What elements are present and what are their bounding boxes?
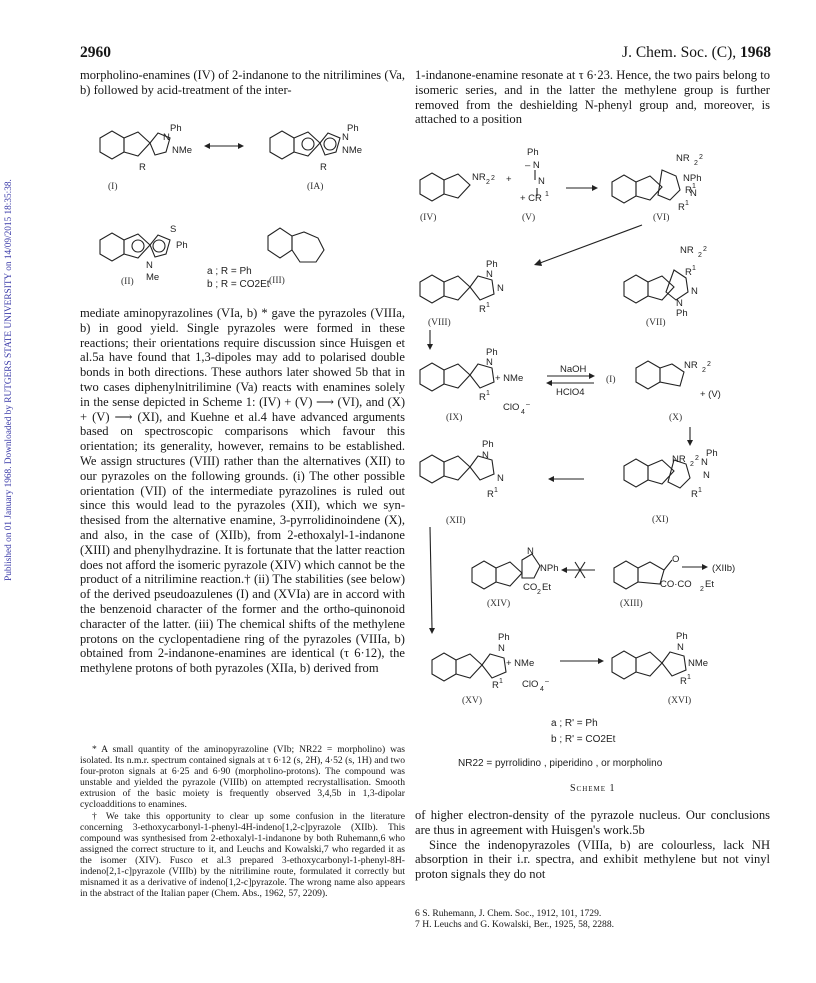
structure-III: [268, 228, 324, 262]
svg-text:1: 1: [494, 487, 498, 494]
arrow-XIII-to-XIIb: [682, 564, 708, 570]
label-I: (I): [108, 182, 118, 192]
figure-key-b: b ; R = CO2Et: [207, 279, 270, 290]
svg-text:N: N: [701, 457, 708, 468]
label-X: (X): [669, 413, 683, 423]
svg-text:+ (V): + (V): [700, 389, 721, 400]
structure-IV: [420, 172, 495, 201]
svg-text:ClO: ClO: [522, 679, 539, 690]
svg-text:R: R: [492, 680, 499, 691]
footnotes-right: [415, 908, 770, 930]
svg-text:Ph: Ph: [486, 347, 498, 358]
svg-text:+ NMe: + NMe: [506, 658, 535, 669]
svg-text:NPh: NPh: [683, 173, 702, 184]
label-XIV: (XIV): [487, 599, 511, 609]
label-XV: (XV): [462, 696, 483, 706]
label-VIII: (VIII): [428, 318, 451, 328]
svg-text:CO·CO: CO·CO: [660, 579, 692, 590]
svg-text:1: 1: [545, 191, 549, 198]
footnotes-left: [80, 744, 405, 899]
svg-text:1: 1: [692, 183, 696, 190]
svg-text:1: 1: [692, 265, 696, 272]
svg-text:4: 4: [540, 686, 544, 693]
svg-text:2: 2: [702, 367, 706, 374]
structure-XVI: [612, 631, 708, 687]
structure-IA: [270, 123, 362, 173]
svg-text:1: 1: [698, 487, 702, 494]
svg-text:Me: Me: [146, 272, 160, 283]
svg-text:1: 1: [486, 302, 490, 309]
svg-text:2: 2: [486, 179, 490, 186]
svg-text:N: N: [527, 546, 534, 557]
arrow-XI-to-XII: [548, 476, 584, 482]
label-XVI: (XVI): [668, 696, 692, 706]
svg-text:– N: – N: [525, 160, 540, 171]
structure-II: [100, 224, 188, 283]
svg-text:NR: NR: [680, 245, 694, 256]
scheme-nr2-note: NR22 = pyrrolidino , piperidino , or morpholino: [458, 758, 663, 769]
right-column-top: [415, 68, 770, 127]
svg-text:Ph: Ph: [176, 240, 188, 251]
svg-text:N: N: [498, 643, 505, 654]
svg-text:2: 2: [707, 361, 711, 368]
label-VI: (VI): [653, 213, 670, 223]
svg-text:NR: NR: [676, 153, 690, 164]
right-column-bottom: [415, 808, 770, 882]
scheme-caption: Scheme 1: [570, 783, 616, 794]
svg-text:NMe: NMe: [688, 658, 709, 669]
svg-text:N: N: [497, 473, 504, 484]
svg-text:+ CR: + CR: [520, 193, 542, 204]
svg-text:2: 2: [698, 252, 702, 259]
svg-text:NR: NR: [672, 454, 686, 465]
svg-text:2: 2: [537, 589, 541, 596]
label-XIII: (XIII): [620, 599, 643, 609]
paragraph-conclusions: of higher electron-density of the pyrazole nucleus. Our conclusions are thus in agreement with Huisgen's work.5b: [415, 808, 770, 837]
svg-text:N: N: [538, 176, 545, 187]
structure-XIII: [614, 554, 714, 593]
figure-key-a: a ; R = Ph: [207, 266, 252, 277]
label-IA: (IA): [307, 182, 324, 192]
svg-text:–: –: [526, 401, 530, 408]
left-column-main: [80, 306, 405, 676]
svg-text:Et: Et: [542, 582, 551, 593]
structure-VI: [612, 153, 703, 213]
paragraph-methylene: 1-indanone-enamine resonate at τ 6·23. Hence, the two pairs belong to isomeric series, and in the latter the methylene group is further removed from the deshielding N-phenyl group and, moreover, is attached to a position: [415, 68, 770, 127]
svg-text:NMe: NMe: [172, 145, 193, 156]
svg-text:N: N: [486, 269, 493, 280]
svg-text:Ph: Ph: [676, 631, 688, 642]
structure-VIII: [420, 259, 504, 315]
structure-IX: [420, 347, 530, 416]
svg-text:N: N: [690, 188, 697, 199]
svg-text:2: 2: [699, 154, 703, 161]
svg-text:N: N: [146, 260, 153, 271]
svg-text:Ph: Ph: [347, 123, 359, 134]
svg-text:N: N: [482, 450, 489, 461]
label-III: (III): [269, 276, 285, 286]
scheme-legend-a: a ; R' = Ph: [551, 718, 598, 729]
reagent-hclo4: HClO4: [556, 387, 585, 398]
svg-text:Et: Et: [705, 579, 714, 590]
page-number: 2960: [80, 44, 111, 61]
reagent-naoh: NaOH: [560, 364, 587, 375]
svg-text:Ph: Ph: [706, 448, 718, 459]
structure-XII: [420, 439, 504, 500]
svg-text:(XIIb): (XIIb): [712, 563, 736, 574]
journal-year: 1968: [740, 44, 771, 61]
svg-text:N: N: [163, 132, 170, 143]
svg-text:1: 1: [685, 200, 689, 207]
svg-text:O: O: [672, 554, 680, 565]
svg-text:N: N: [677, 642, 684, 653]
svg-text:NPh: NPh: [540, 563, 559, 574]
footnote-dagger: † We take this opportunity to clear up some confusion in the literature concerning 3-ethoxycarbonyl-1-phenyl-4H-indeno[1,2-c]pyrazole (XIIb). This compound was synthesised from 2-ethoxalyl-1-indanone by both Ruhemann,6 who assigned the correct structure to it, and Leuchs and Kowalski,7 who regarded it as the isomer (XIV). Fusco et al.3 prepared 3-ethoxycarbonyl-1-phenyl-8H-indeno[2,1-c]pyrazole (VIIIb) by the nitrilimine route, formulated it correctly but misnamed it as a derivative of indeno[1,2-c]pyrazole. The wrong name also appears in the abstract of the Italian paper (Chem. Abs., 1962, 57, 2209).: [80, 810, 405, 900]
structure-I: [100, 123, 192, 173]
label-V: (V): [522, 213, 536, 223]
svg-text:R: R: [320, 162, 327, 173]
svg-text:N: N: [703, 470, 710, 481]
structure-XI: [624, 448, 718, 500]
footnote-6: 6 S. Ruhemann, J. Chem. Soc., 1912, 101, 1729.: [415, 908, 602, 919]
arrow-XV-to-XVI: [560, 658, 604, 664]
svg-text:N: N: [676, 298, 683, 309]
svg-text:1: 1: [687, 674, 691, 681]
scheme-legend-b: b ; R' = CO2Et: [551, 734, 616, 745]
arrow-XII-to-XV: [429, 527, 435, 634]
svg-text:Ph: Ph: [486, 259, 498, 270]
svg-text:Ph: Ph: [170, 123, 182, 134]
footnote-7: 7 H. Leuchs and G. Kowalski, Ber., 1925, 58, 2288.: [415, 919, 615, 931]
svg-text:R: R: [479, 392, 486, 403]
label-IV: (IV): [420, 213, 437, 223]
paragraph-orientation: mediate aminopyrazolines (VIa, b) * gave the pyrazoles (VIIIa, b) in good yield. Single pyrazoles were formed in these reactions; their orientations require discussion since Huisgen et al.5a have found that 1,3-dipoles may add to polarised double bonds in both directions. These authors later showed 5b that in two cases diphenylnitrilimine (Va) reacts with enamines solely in the sense depicted in Scheme 1: (IV) + (V) ⟶ (VI), and (X) + (V) ⟶ (XI), and Kuehne et al.4 have advanced arguments based on spectroscopic comparisons which favour this orientation; its generality, however, remains to be established. We assign structures (VIII) rather than the alternatives (XII) to our pyrazoles on the following grounds. (i) The other possible orientation (VII) of the intermediate pyrazolines is ruled out since this would lead to the pyrazoles (XII), which we synthesised from the alternative enamine, 3-pyrrolidinoindene (X), and also, in the case of (XIIb), from 2-ethoxalyl-1-indanone (XIII) and phenylhydrazine. It is fortunate that the latter reaction does not afford the isomeric pyrazole (XIV) which cannot be the product of a nitrilimine reaction.† (ii) The stabilities (see below) of the derived pseudoazulenes (I) and (XVIa) are in accord with the benzenoid character of the former and the ortho-quinonoid character of the latter. (iii) The chemical shifts of the methylene protons on the cyclopentadiene ring of the pyrazoles (VIIIa, b) obtained from 2-indanone-enamines are identical (τ 6·12), the methylene protons of both pyrazoles (XIIa, b) derived from: [80, 306, 405, 676]
svg-text:Ph: Ph: [527, 147, 539, 158]
structure-VII: [624, 245, 707, 319]
svg-text:N: N: [486, 357, 493, 368]
structure-XIV: [472, 546, 558, 596]
svg-text:2: 2: [491, 175, 495, 182]
svg-text:1: 1: [486, 390, 490, 397]
svg-text:CO: CO: [523, 582, 538, 593]
svg-text:R: R: [685, 267, 692, 278]
svg-text:2: 2: [690, 461, 694, 468]
label-XI: (XI): [652, 515, 669, 525]
svg-text:(I): (I): [606, 375, 616, 385]
svg-text:R: R: [685, 185, 692, 196]
svg-text:NR: NR: [684, 360, 698, 371]
svg-text:Ph: Ph: [482, 439, 494, 450]
label-IX: (IX): [446, 413, 463, 423]
svg-text:N: N: [497, 283, 504, 294]
footnote-star: * A small quantity of the aminopyrazoline (VIb; NR22 = morpholino) was isolated. Its n.m.r. spectrum contained signals at τ 6·12 (s, 2H), 4·52 (s, 1H) and two four-proton signals at 6·25 and 6·90 (morpholino-protons). The compound was unstable and yielded the pyrazole (VIIIb) on attempted recrystallisation. Smooth extrusion of the basic moiety is frequently observed 3,4,5b in 1,3-dipolar cycloadditions to enamines.: [80, 744, 405, 811]
svg-text:2: 2: [694, 160, 698, 167]
arrow-VI-to-VIII: [534, 225, 642, 266]
svg-text:N: N: [691, 286, 698, 297]
svg-text:Ph: Ph: [676, 308, 688, 319]
crossed-arrow: [561, 562, 595, 578]
svg-text:R: R: [678, 202, 685, 213]
svg-text:R: R: [487, 489, 494, 500]
journal-name: J. Chem. Soc. (C),: [622, 44, 740, 61]
structure-X: [636, 360, 711, 389]
svg-text:R: R: [691, 489, 698, 500]
structure-XV: [432, 632, 549, 693]
svg-text:+: +: [506, 174, 512, 185]
svg-text:–: –: [545, 678, 549, 685]
svg-text:2: 2: [700, 586, 704, 593]
svg-text:2: 2: [703, 246, 707, 253]
label-XII: (XII): [446, 516, 466, 526]
label-II: (II): [121, 277, 134, 287]
svg-text:NMe: NMe: [342, 145, 363, 156]
svg-text:R: R: [479, 304, 486, 315]
svg-text:N: N: [342, 132, 349, 143]
arrow-IV-to-VI: [566, 185, 598, 191]
svg-text:Ph: Ph: [498, 632, 510, 643]
svg-text:S: S: [170, 224, 177, 235]
paragraph-indenopyrazoles: Since the indenopyrazoles (VIIIa, b) are colourless, lack NH absorption in their i.r. spectra, and exhibit methylene but not vinyl proton signals they do not: [415, 837, 770, 882]
svg-text:R: R: [139, 162, 146, 173]
svg-text:+ NMe: + NMe: [495, 373, 524, 384]
svg-text:2: 2: [695, 455, 699, 462]
download-watermark-text: Published on 01 January 1968. Downloaded by RUTGERS STATE UNIVERSITY on 14/09/2015 18:35:38.: [4, 179, 14, 581]
paragraph-intro: morpholino-enamines (IV) of 2-indanone to the nitrilimines (Va, b) followed by acid-treatment of the inter-: [80, 68, 405, 97]
svg-text:ClO: ClO: [503, 402, 520, 413]
structure-V: [520, 147, 549, 204]
label-VII: (VII): [646, 318, 666, 328]
svg-text:1: 1: [499, 678, 503, 685]
resonance-arrow: [204, 143, 244, 149]
svg-text:R: R: [680, 676, 687, 687]
svg-text:NR: NR: [472, 172, 486, 183]
svg-text:4: 4: [521, 409, 525, 416]
